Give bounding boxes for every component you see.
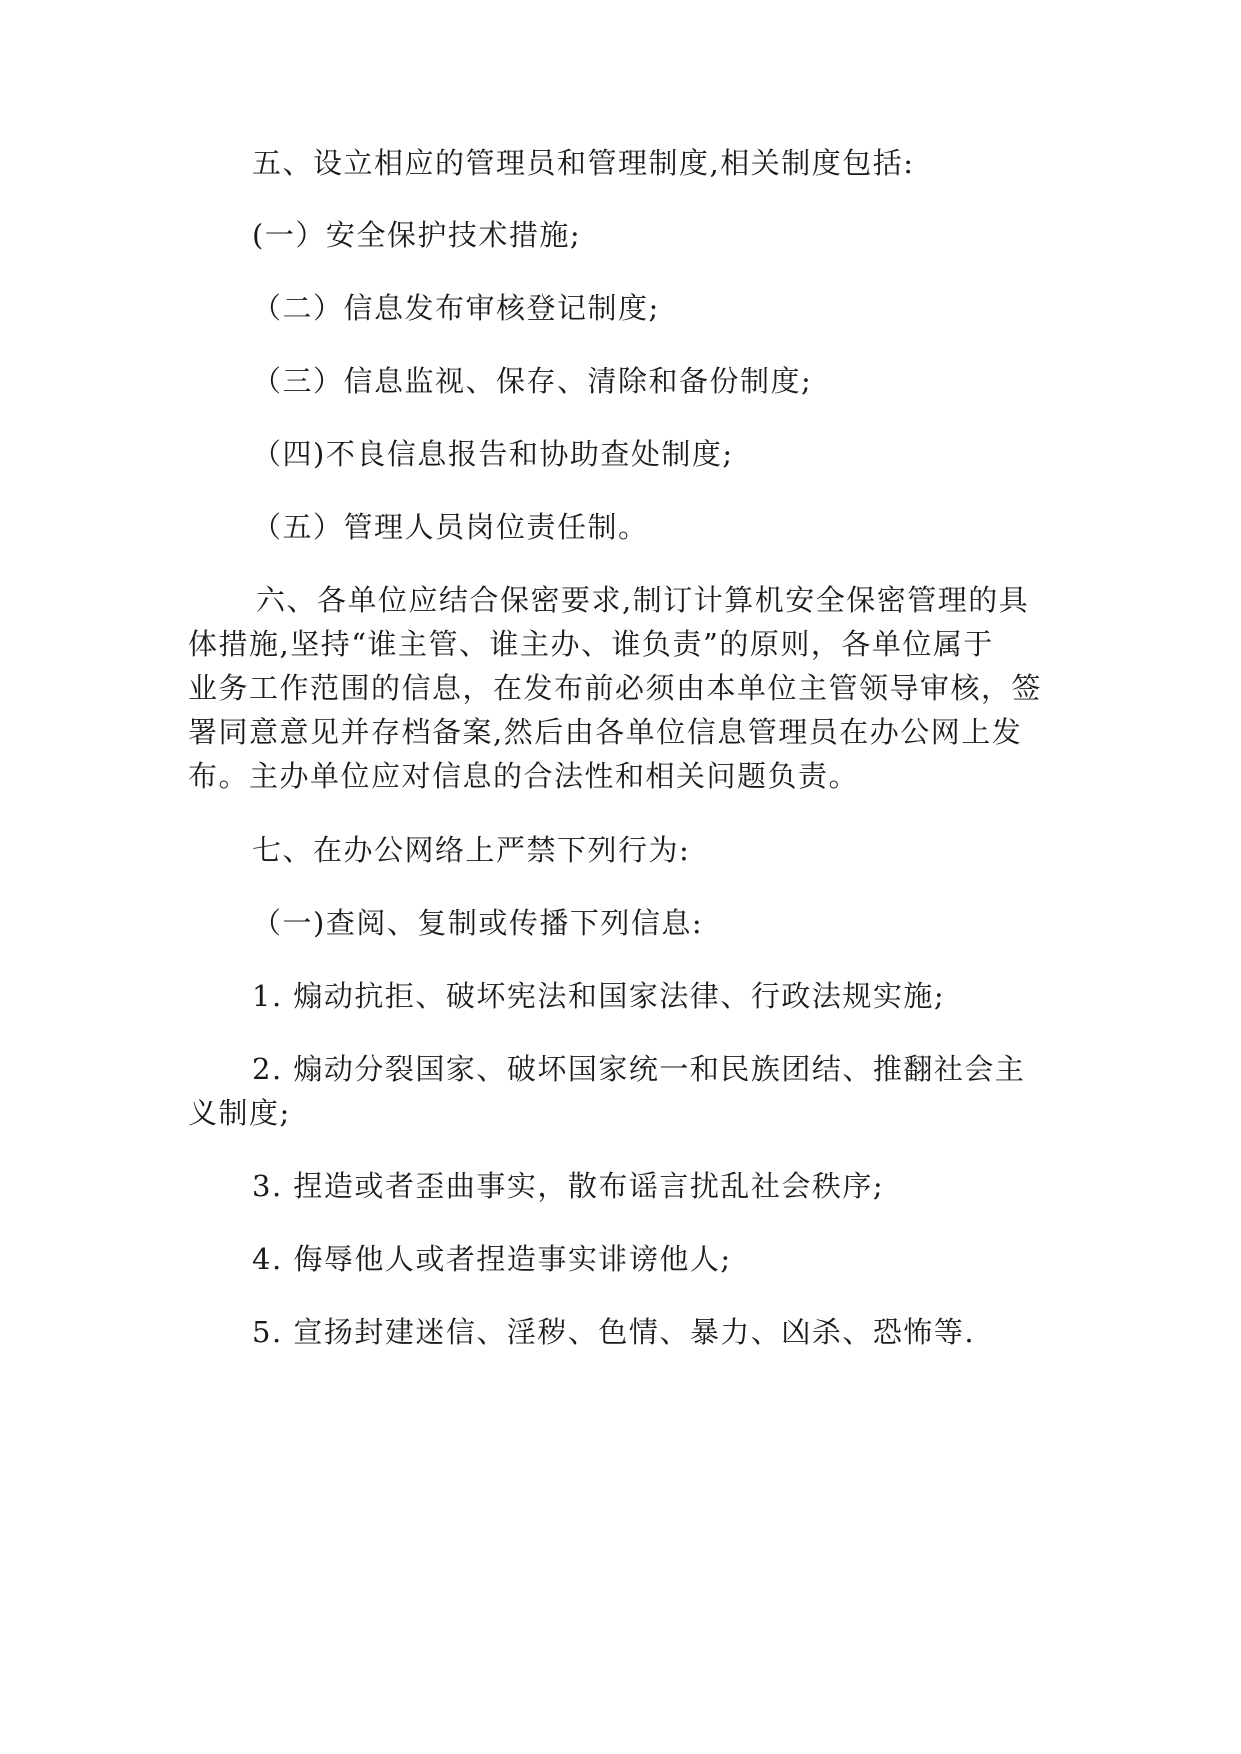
numbered-item-3: 3. 捏造或者歪曲事实，散布谣言扰乱社会秩序;: [252, 1169, 885, 1203]
list-item-7-1: （一)查阅、复制或传播下列信息:: [252, 906, 704, 940]
numbered-item-4: 4. 侮辱他人或者捏造事实诽谤他人;: [252, 1242, 732, 1276]
section-six-line-2: 体措施,坚持“谁主管、谁主办、谁负责”的原则，各单位属于: [188, 627, 994, 661]
section-six-line-5: 布。主办单位应对信息的合法性和相关问题负责。: [188, 759, 860, 793]
list-item-5-1: (一）安全保护技术措施;: [252, 218, 582, 252]
list-item-5-4: （四)不良信息报告和协助查处制度;: [252, 437, 734, 471]
section-six-line-3: 业务工作范围的信息，在发布前必须由本单位主管领导审核，签: [188, 671, 1043, 705]
numbered-item-1: 1. 煽动抗拒、破坏宪法和国家法律、行政法规实施;: [252, 979, 946, 1013]
numbered-item-2-line-2: 义制度;: [188, 1096, 291, 1130]
list-item-5-2: （二）信息发布审核登记制度;: [252, 291, 660, 325]
numbered-item-2-line-1: 2. 煽动分裂国家、破坏国家统一和民族团结、推翻社会主: [252, 1052, 1026, 1086]
section-six-line-4: 署同意意见并存档备案,然后由各单位信息管理员在办公网上发: [188, 715, 1023, 749]
numbered-item-5: 5. 宣扬封建迷信、淫秽、色情、暴力、凶杀、恐怖等.: [252, 1315, 976, 1349]
section-six-line-1: 六、各单位应结合保密要求,制订计算机安全保密管理的具: [256, 583, 1030, 617]
section-five-heading: 五、设立相应的管理员和管理制度,相关制度包括:: [252, 146, 915, 180]
list-item-5-5: （五）管理人员岗位责任制。: [252, 510, 649, 544]
section-seven-heading: 七、在办公网络上严禁下列行为:: [252, 833, 691, 867]
list-item-5-3: （三）信息监视、保存、清除和备份制度;: [252, 364, 813, 398]
